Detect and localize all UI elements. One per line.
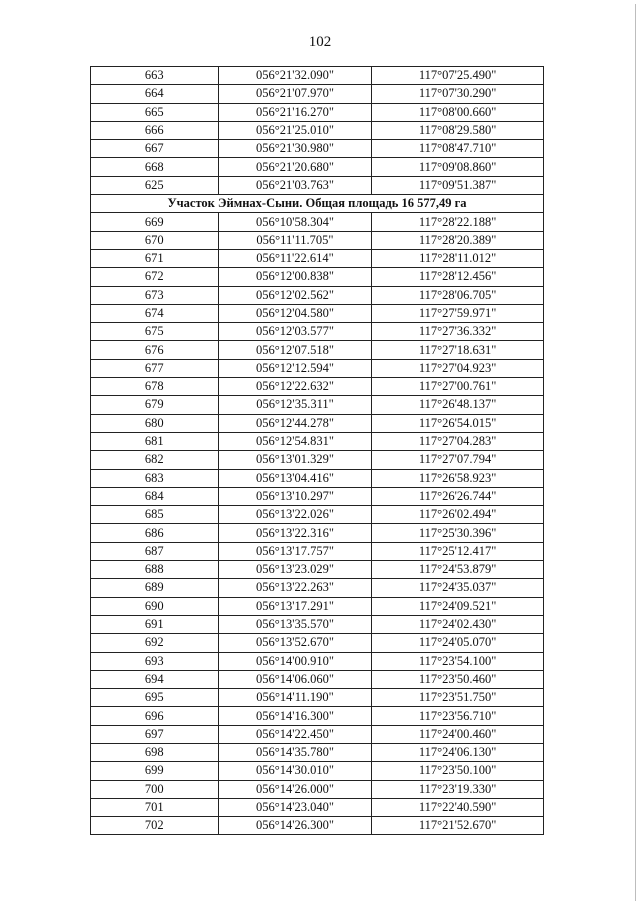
page-number: 102 [308, 34, 332, 50]
longitude-cell: 117°08'29.580" [372, 121, 544, 139]
table-row [91, 451, 544, 469]
longitude-cell: 117°26'26.744" [372, 487, 544, 505]
table-row [91, 286, 544, 304]
section-header [91, 195, 544, 213]
table-row [91, 341, 544, 359]
coordinates-table [90, 66, 544, 835]
point-number: 698 [91, 743, 219, 761]
point-number: 702 [91, 817, 219, 835]
latitude-cell: 056°21'25.010" [218, 121, 372, 139]
longitude-cell: 117°27'04.283" [372, 432, 544, 450]
longitude-cell: 117°27'00.761" [372, 378, 544, 396]
point-number: 685 [91, 506, 219, 524]
latitude-cell: 056°21'32.090" [218, 67, 372, 85]
longitude-cell: 117°24'53.879" [372, 561, 544, 579]
table-row [91, 396, 544, 414]
point-number: 677 [91, 359, 219, 377]
latitude-cell: 056°12'04.580" [218, 304, 372, 322]
latitude-cell: 056°13'04.416" [218, 469, 372, 487]
table-row [91, 524, 544, 542]
point-number: 680 [91, 414, 219, 432]
table-row [91, 615, 544, 633]
table-row [91, 780, 544, 798]
table-row [91, 798, 544, 816]
longitude-cell: 117°23'56.710" [372, 707, 544, 725]
table-row [91, 597, 544, 615]
longitude-cell: 117°23'54.100" [372, 652, 544, 670]
latitude-cell: 056°14'26.000" [218, 780, 372, 798]
point-number: 679 [91, 396, 219, 414]
point-number: 688 [91, 561, 219, 579]
point-number: 673 [91, 286, 219, 304]
table-row [91, 670, 544, 688]
latitude-cell: 056°13'01.329" [218, 451, 372, 469]
table-row [91, 487, 544, 505]
point-number: 693 [91, 652, 219, 670]
latitude-cell: 056°10'58.304" [218, 213, 372, 231]
latitude-cell: 056°13'10.297" [218, 487, 372, 505]
point-number: 665 [91, 103, 219, 121]
longitude-cell: 117°28'20.389" [372, 231, 544, 249]
longitude-cell: 117°27'59.971" [372, 304, 544, 322]
point-number: 674 [91, 304, 219, 322]
latitude-cell: 056°13'17.291" [218, 597, 372, 615]
longitude-cell: 117°27'04.923" [372, 359, 544, 377]
longitude-cell: 117°26'54.015" [372, 414, 544, 432]
point-number: 687 [91, 542, 219, 560]
longitude-cell: 117°24'09.521" [372, 597, 544, 615]
latitude-cell: 056°11'22.614" [218, 249, 372, 267]
point-number: 686 [91, 524, 219, 542]
table-row [91, 469, 544, 487]
point-number: 664 [91, 85, 219, 103]
table-row [91, 743, 544, 761]
table-row [91, 762, 544, 780]
latitude-cell: 056°13'23.029" [218, 561, 372, 579]
latitude-cell: 056°14'26.300" [218, 817, 372, 835]
longitude-cell: 117°25'30.396" [372, 524, 544, 542]
latitude-cell: 056°13'17.757" [218, 542, 372, 560]
longitude-cell: 117°07'25.490" [372, 67, 544, 85]
table-row [91, 634, 544, 652]
point-number: 670 [91, 231, 219, 249]
point-number: 691 [91, 615, 219, 633]
table-row [91, 561, 544, 579]
table-row [91, 140, 544, 158]
latitude-cell: 056°12'07.518" [218, 341, 372, 359]
point-number: 625 [91, 176, 219, 194]
table-row [91, 103, 544, 121]
latitude-cell: 056°12'54.831" [218, 432, 372, 450]
point-number: 671 [91, 249, 219, 267]
table-row [91, 323, 544, 341]
table-row [91, 414, 544, 432]
latitude-cell: 056°21'03.763" [218, 176, 372, 194]
table-row [91, 432, 544, 450]
longitude-cell: 117°08'00.660" [372, 103, 544, 121]
latitude-cell: 056°12'03.577" [218, 323, 372, 341]
latitude-cell: 056°14'30.010" [218, 762, 372, 780]
longitude-cell: 117°26'48.137" [372, 396, 544, 414]
longitude-cell: 117°25'12.417" [372, 542, 544, 560]
point-number: 681 [91, 432, 219, 450]
point-number: 669 [91, 213, 219, 231]
point-number: 697 [91, 725, 219, 743]
point-number: 668 [91, 158, 219, 176]
latitude-cell: 056°14'00.910" [218, 652, 372, 670]
latitude-cell: 056°11'11.705" [218, 231, 372, 249]
longitude-cell: 117°09'08.860" [372, 158, 544, 176]
latitude-cell: 056°12'12.594" [218, 359, 372, 377]
table-row [91, 817, 544, 835]
point-number: 683 [91, 469, 219, 487]
longitude-cell: 117°24'02.430" [372, 615, 544, 633]
latitude-cell: 056°12'02.562" [218, 286, 372, 304]
longitude-cell: 117°28'11.012" [372, 249, 544, 267]
table-row [91, 121, 544, 139]
table-row [91, 176, 544, 194]
table-row [91, 359, 544, 377]
table-row [91, 158, 544, 176]
longitude-cell: 117°27'36.332" [372, 323, 544, 341]
longitude-cell: 117°09'51.387" [372, 176, 544, 194]
longitude-cell: 117°28'22.188" [372, 213, 544, 231]
longitude-cell: 117°23'50.460" [372, 670, 544, 688]
latitude-cell: 056°21'30.980" [218, 140, 372, 158]
latitude-cell: 056°14'11.190" [218, 689, 372, 707]
table-body-bottom [91, 213, 544, 835]
table-row [91, 707, 544, 725]
table-row [91, 689, 544, 707]
point-number: 667 [91, 140, 219, 158]
longitude-cell: 117°28'12.456" [372, 268, 544, 286]
longitude-cell: 117°08'47.710" [372, 140, 544, 158]
longitude-cell: 117°27'07.794" [372, 451, 544, 469]
table-row [91, 231, 544, 249]
longitude-cell: 117°21'52.670" [372, 817, 544, 835]
latitude-cell: 056°13'22.316" [218, 524, 372, 542]
latitude-cell: 056°14'22.450" [218, 725, 372, 743]
section-title: Участок Эймнах-Сыни. Общая площадь 16 577,49 га [91, 195, 544, 213]
table-row [91, 304, 544, 322]
point-number: 684 [91, 487, 219, 505]
point-number: 672 [91, 268, 219, 286]
table-row [91, 725, 544, 743]
longitude-cell: 117°24'06.130" [372, 743, 544, 761]
latitude-cell: 056°12'22.632" [218, 378, 372, 396]
latitude-cell: 056°12'35.311" [218, 396, 372, 414]
point-number: 701 [91, 798, 219, 816]
longitude-cell: 117°27'18.631" [372, 341, 544, 359]
longitude-cell: 117°23'19.330" [372, 780, 544, 798]
latitude-cell: 056°21'20.680" [218, 158, 372, 176]
latitude-cell: 056°12'44.278" [218, 414, 372, 432]
longitude-cell: 117°28'06.705" [372, 286, 544, 304]
point-number: 700 [91, 780, 219, 798]
latitude-cell: 056°13'52.670" [218, 634, 372, 652]
point-number: 676 [91, 341, 219, 359]
latitude-cell: 056°14'35.780" [218, 743, 372, 761]
point-number: 689 [91, 579, 219, 597]
longitude-cell: 117°24'35.037" [372, 579, 544, 597]
table-row [91, 67, 544, 85]
table-row [91, 579, 544, 597]
latitude-cell: 056°13'22.026" [218, 506, 372, 524]
latitude-cell: 056°14'16.300" [218, 707, 372, 725]
section-row [91, 195, 544, 213]
table-row [91, 652, 544, 670]
longitude-cell: 117°23'51.750" [372, 689, 544, 707]
latitude-cell: 056°14'23.040" [218, 798, 372, 816]
point-number: 690 [91, 597, 219, 615]
table-row [91, 542, 544, 560]
table-row [91, 378, 544, 396]
point-number: 694 [91, 670, 219, 688]
point-number: 696 [91, 707, 219, 725]
point-number: 675 [91, 323, 219, 341]
longitude-cell: 117°22'40.590" [372, 798, 544, 816]
point-number: 695 [91, 689, 219, 707]
longitude-cell: 117°26'58.923" [372, 469, 544, 487]
longitude-cell: 117°24'05.070" [372, 634, 544, 652]
latitude-cell: 056°21'07.970" [218, 85, 372, 103]
table-row [91, 268, 544, 286]
table-row [91, 213, 544, 231]
latitude-cell: 056°21'16.270" [218, 103, 372, 121]
point-number: 699 [91, 762, 219, 780]
longitude-cell: 117°26'02.494" [372, 506, 544, 524]
point-number: 692 [91, 634, 219, 652]
longitude-cell: 117°23'50.100" [372, 762, 544, 780]
latitude-cell: 056°13'35.570" [218, 615, 372, 633]
point-number: 678 [91, 378, 219, 396]
longitude-cell: 117°24'00.460" [372, 725, 544, 743]
table-row [91, 85, 544, 103]
table-row [91, 249, 544, 267]
latitude-cell: 056°12'00.838" [218, 268, 372, 286]
table-row [91, 506, 544, 524]
point-number: 666 [91, 121, 219, 139]
point-number: 682 [91, 451, 219, 469]
latitude-cell: 056°14'06.060" [218, 670, 372, 688]
point-number: 663 [91, 67, 219, 85]
longitude-cell: 117°07'30.290" [372, 85, 544, 103]
latitude-cell: 056°13'22.263" [218, 579, 372, 597]
table-body-top [91, 67, 544, 195]
